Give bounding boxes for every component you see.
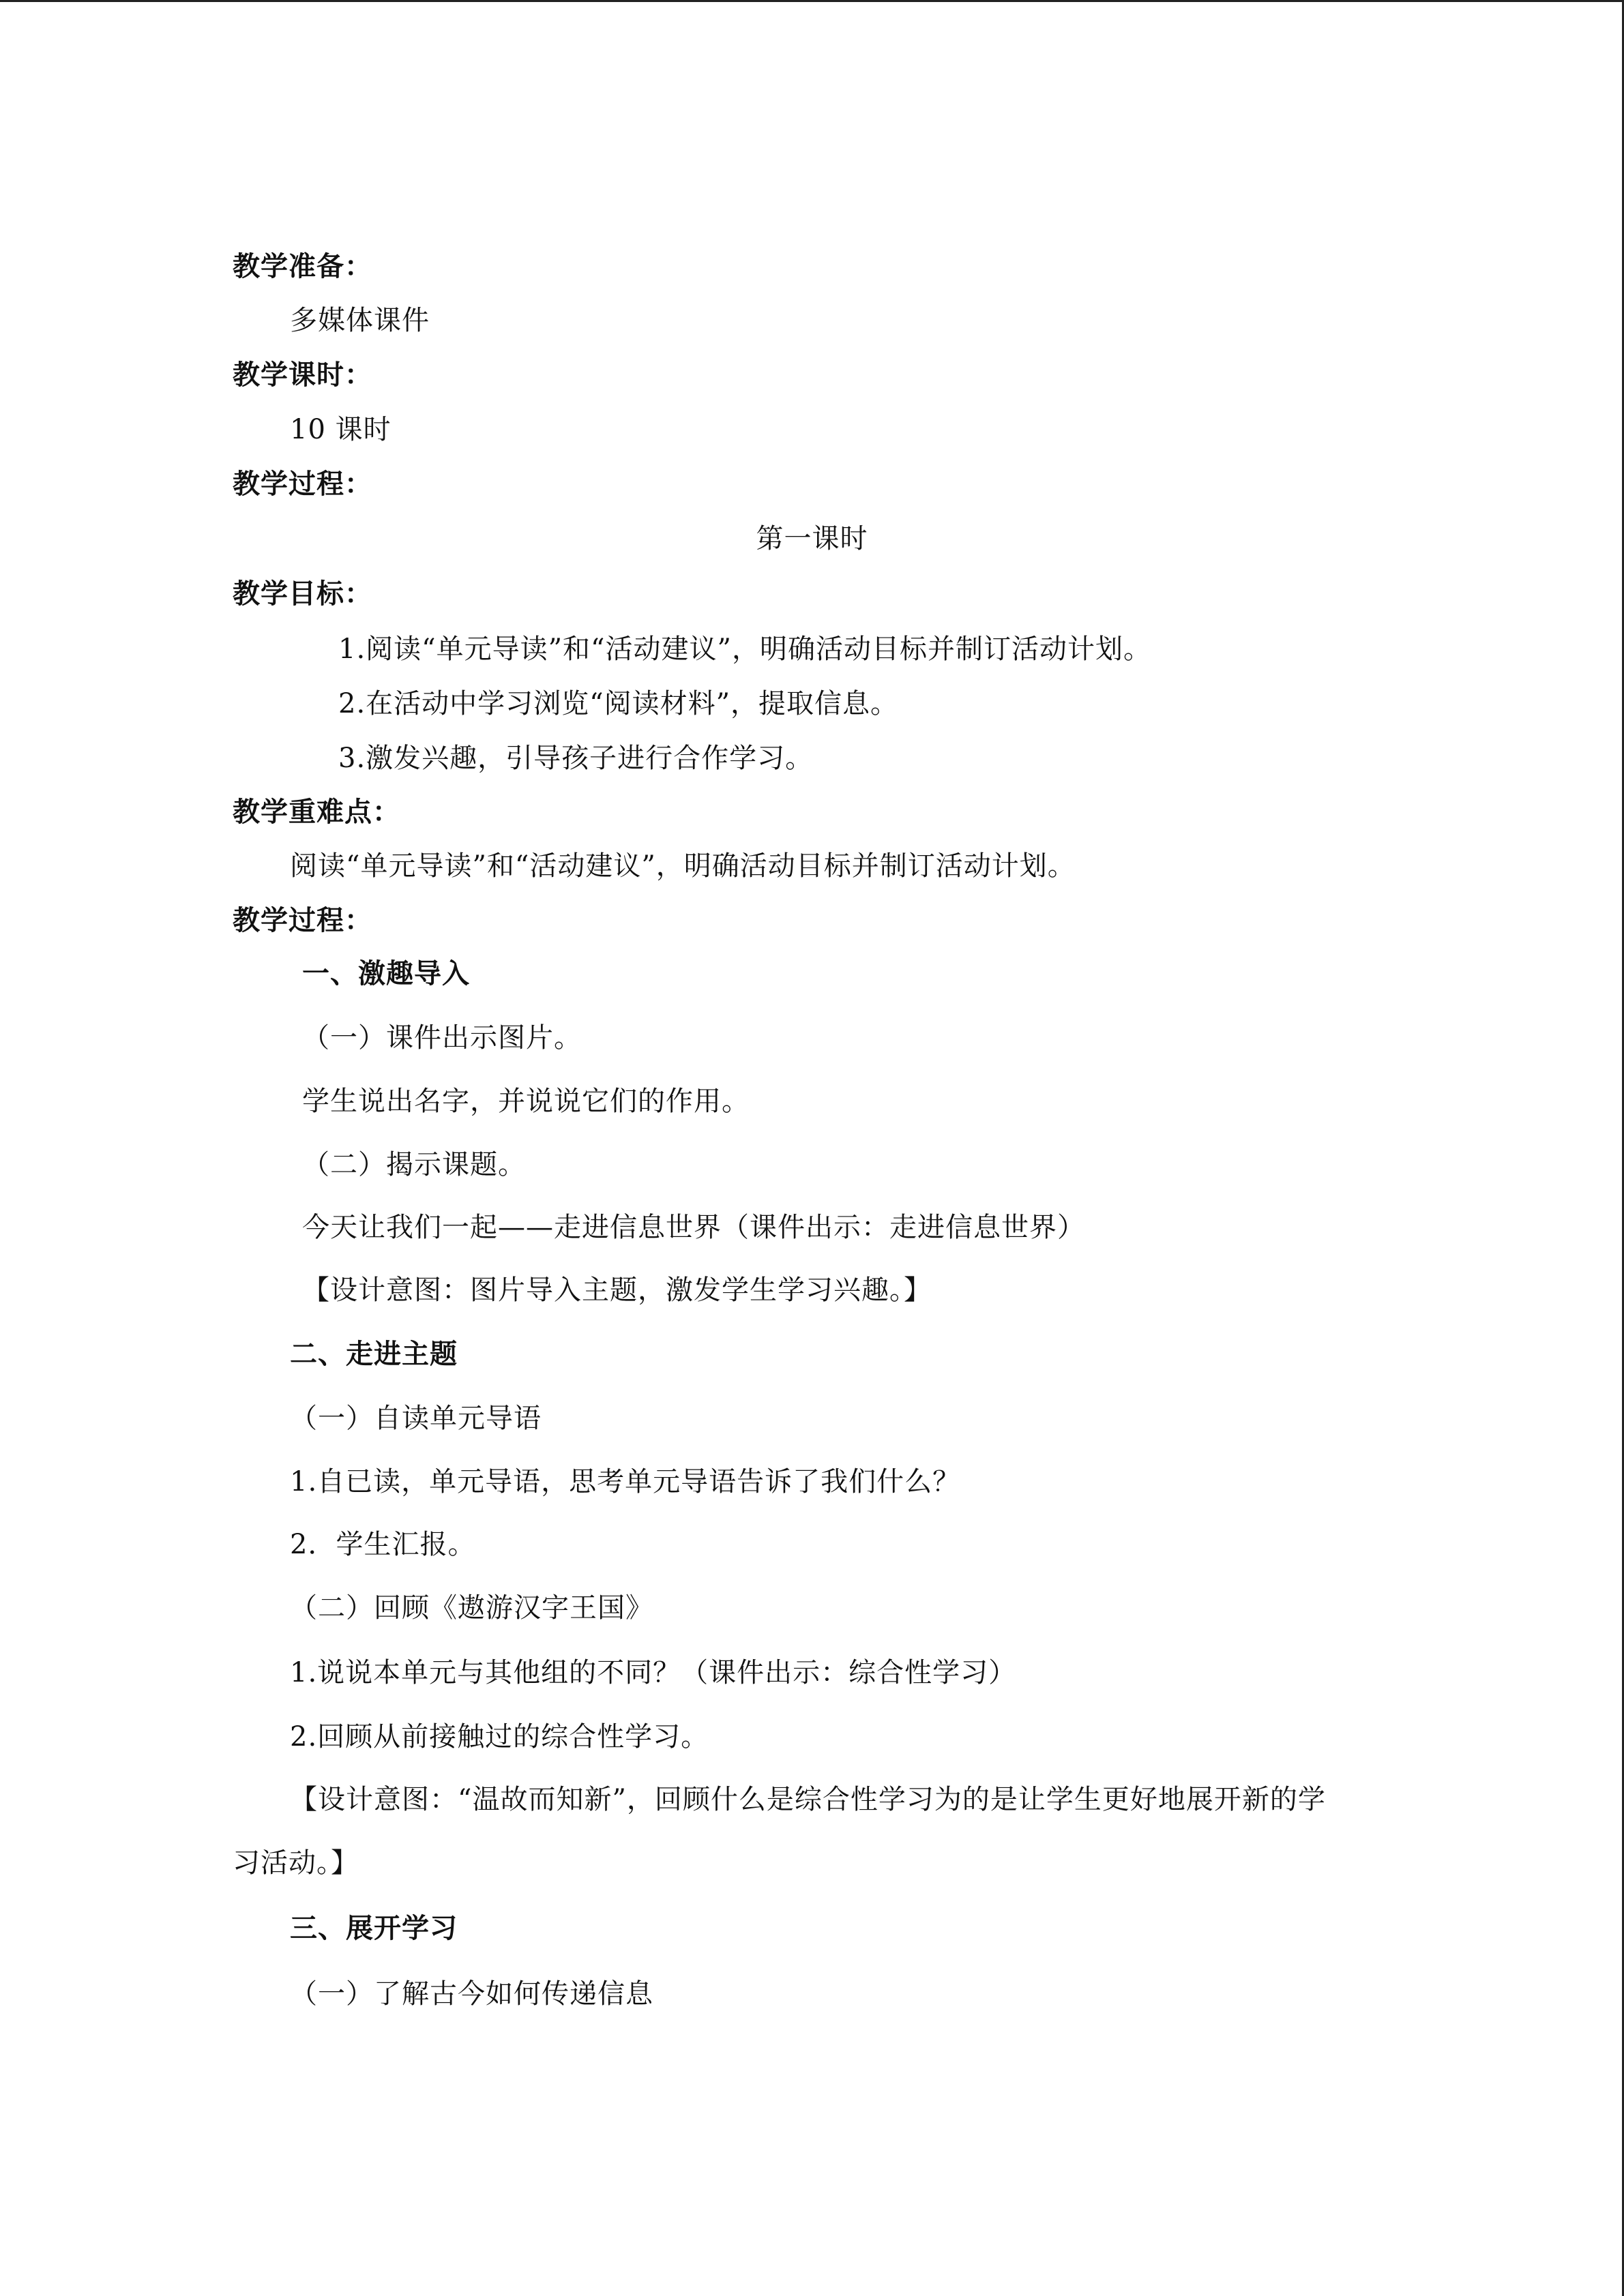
section2-sub1: （一）自读单元导语 <box>290 1403 542 1434</box>
goal-item: 3.激发兴趣，引导孩子进行合作学习。 <box>338 743 814 774</box>
goal-item: 2.在活动中学习浏览“阅读材料”，提取信息。 <box>338 688 899 719</box>
key-points-heading: 教学重难点： <box>233 796 400 828</box>
section2-sub2: （二）回顾《遨游汉字王国》 <box>290 1592 653 1624</box>
section1-text2: 今天让我们一起——走进信息世界（课件出示：走进信息世界） <box>302 1212 1085 1243</box>
section2-intent-line2: 习活动。】 <box>233 1847 359 1879</box>
section1-sub2: （二）揭示课题。 <box>302 1149 526 1180</box>
process-heading-2: 教学过程： <box>233 905 372 936</box>
process-heading: 教学过程： <box>233 468 372 500</box>
section1-title: 一、激趣导入 <box>302 958 470 989</box>
section2-item2: 2．学生汇报。 <box>290 1529 476 1560</box>
prep-value: 多媒体课件 <box>290 305 430 336</box>
page-top-border <box>0 0 1624 2</box>
hours-heading: 教学课时： <box>233 359 372 391</box>
section2-item4: 2.回顾从前接触过的综合性学习。 <box>290 1721 709 1753</box>
section2-item3: 1.说说本单元与其他组的不同？（课件出示：综合性学习） <box>290 1657 1017 1688</box>
prep-heading: 教学准备： <box>233 251 372 282</box>
section2-item1: 1.自已读，单元导语，思考单元导语告诉了我们什么？ <box>290 1466 961 1497</box>
section2-title: 二、走进主题 <box>290 1339 458 1370</box>
hours-value: 10 课时 <box>290 414 392 445</box>
lesson-title: 第一课时 <box>756 523 868 554</box>
section2-intent-line1: 【设计意图：“温故而知新”，回顾什么是综合性学习为的是让学生更好地展开新的学 <box>290 1784 1326 1815</box>
section3-sub1: （一）了解古今如何传递信息 <box>290 1978 653 2010</box>
section1-text1: 学生说出名字，并说说它们的作用。 <box>302 1086 750 1117</box>
section1-sub1: （一）课件出示图片。 <box>302 1022 582 1054</box>
key-points-value: 阅读“单元导读”和“活动建议”，明确活动目标并制订活动计划。 <box>290 850 1076 882</box>
section1-intent: 【设计意图：图片导入主题，激发学生学习兴趣。】 <box>302 1274 932 1306</box>
section3-title: 三、展开学习 <box>290 1913 458 1944</box>
goals-heading: 教学目标： <box>233 578 372 610</box>
goal-item: 1.阅读“单元导读”和“活动建议”，明确活动目标并制订活动计划。 <box>338 633 1151 665</box>
